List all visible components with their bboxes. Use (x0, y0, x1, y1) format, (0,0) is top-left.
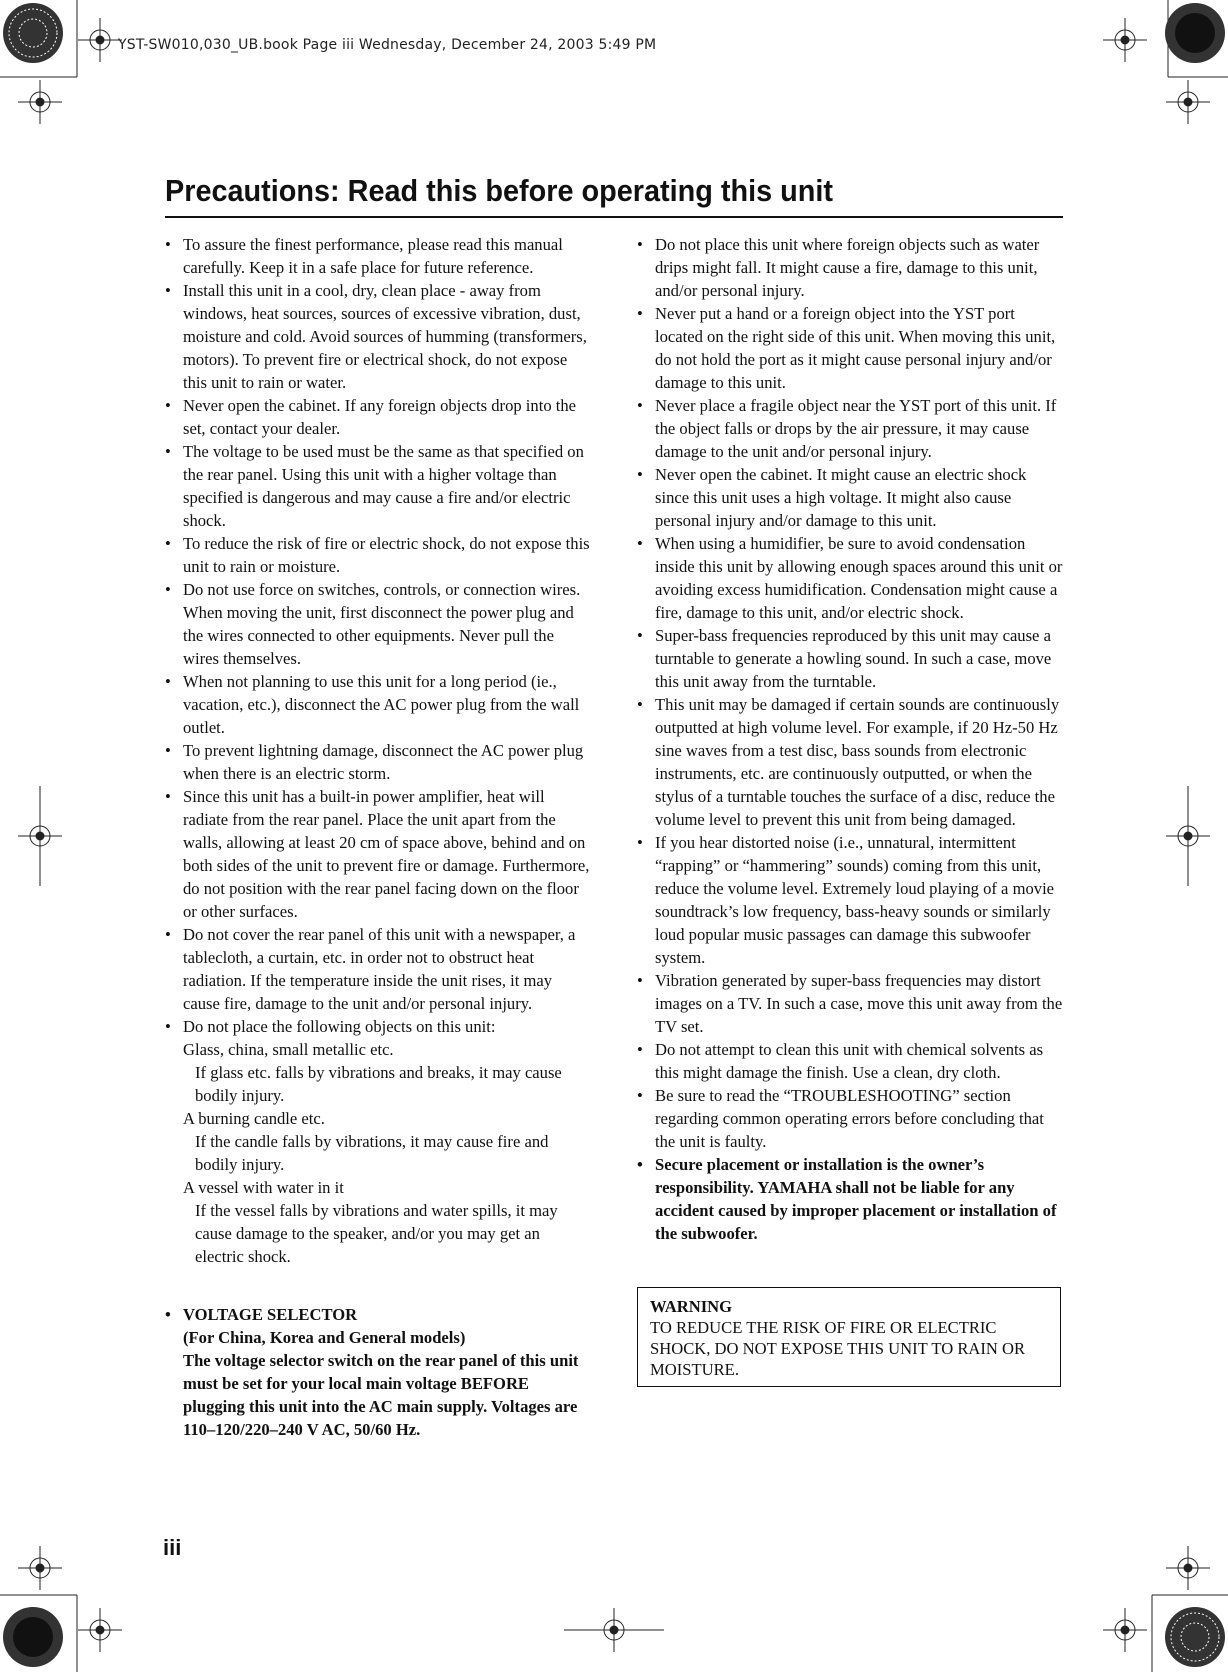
list-item: • Never open the cabinet. If any foreign objects drop into the set, contact your dealer. (165, 394, 590, 440)
object-description: If the candle falls by vibrations, it may cause fire and bodily injury. (195, 1132, 549, 1174)
warning-body: TO REDUCE THE RISK OF FIRE OR ELECTRIC SHOCK, DO NOT EXPOSE THIS UNIT TO RAIN OR MOISTURE. (650, 1318, 1026, 1379)
left-column (165, 233, 590, 1268)
warning-box (637, 1287, 1061, 1387)
title-rule (165, 216, 1063, 218)
voltage-selector-notice (165, 1303, 590, 1441)
list-item: • Since this unit has a built-in power amplifier, heat will radiate from the rear panel. Place the unit apart from the walls, allowing at least 20 cm of space above, behind and on both sides of the unit to prevent fire or damage. Furthermore, do not position with the rear panel facing down on the floor or other surfaces. (165, 785, 590, 923)
object-name: Glass, china, small metallic etc. (183, 1040, 394, 1059)
voltage-subheading: (For China, Korea and General models) (183, 1328, 466, 1347)
right-bullet-list (637, 233, 1063, 1245)
list-item: • Super-bass frequencies reproduced by this unit may cause a turntable to generate a howling sound. In such a case, move this unit away from the turntable. (637, 624, 1063, 693)
starburst-mark-tr (1165, 3, 1225, 63)
voltage-list (165, 1303, 590, 1441)
list-item: • Never place a fragile object near the YST port of this unit. If the object falls or drops by the air pressure, it may cause damage to the unit and/or personal injury. (637, 394, 1063, 463)
objects-intro: • Do not place the following objects on this unit: (183, 1017, 496, 1036)
object-name: A burning candle etc. (183, 1109, 325, 1128)
object-description: If the vessel falls by vibrations and water spills, it may cause damage to the speaker, and/or you may get an electric shock. (195, 1201, 558, 1266)
object-description: If glass etc. falls by vibrations and breaks, it may cause bodily injury. (195, 1063, 562, 1105)
object-name: A vessel with water in it (183, 1178, 344, 1197)
list-item: • The voltage to be used must be the same as that specified on the rear panel. Using this unit with a higher voltage than specified is dangerous and may cause a fire and/or electric shock. (165, 440, 590, 532)
left-bullet-list (165, 233, 590, 1268)
warning-title: WARNING (650, 1297, 733, 1316)
list-item: • When not planning to use this unit for a long period (ie., vacation, etc.), disconnect the AC power plug from the wall outlet. (165, 670, 590, 739)
right-column (637, 233, 1063, 1245)
list-item: • Be sure to read the “TROUBLESHOOTING” section regarding common operating errors before concluding that the unit is faulty. (637, 1084, 1063, 1153)
objects-list-item (165, 1015, 590, 1268)
page-number: iii (163, 1535, 182, 1560)
list-item: • Do not attempt to clean this unit with chemical solvents as this might damage the finish. Use a clean, dry cloth. (637, 1038, 1063, 1084)
starburst-mark-br (1165, 1607, 1225, 1667)
list-item: • Never open the cabinet. It might cause an electric shock since this unit uses a high voltage. It might also cause personal injury and/or damage to this unit. (637, 463, 1063, 532)
liability-notice: • Secure placement or installation is the owner’s responsibility. YAMAHA shall not be liable for any accident caused by improper placement or installation of the subwoofer. (637, 1153, 1063, 1245)
list-item: • When using a humidifier, be sure to avoid condensation inside this unit by allowing enough spaces around this unit or avoiding excess humidification. Condensation might cause a fire, damage to this unit, and/or electric shock. (637, 532, 1063, 624)
voltage-body: The voltage selector switch on the rear panel of this unit must be set for your local main voltage BEFORE plugging this unit into the AC main supply. Voltages are 110–120/220–240 V AC, 50/60 Hz. (183, 1351, 579, 1439)
list-item: • To prevent lightning damage, disconnect the AC power plug when there is an electric storm. (165, 739, 590, 785)
list-item: • Vibration generated by super-bass frequencies may distort images on a TV. In such a case, move this unit away from the TV set. (637, 969, 1063, 1038)
starburst-mark-tl (3, 3, 63, 63)
list-item: • To assure the finest performance, please read this manual carefully. Keep it in a safe place for future reference. (165, 233, 590, 279)
list-item: • Do not place this unit where foreign objects such as water drips might fall. It might cause a fire, damage to this unit, and/or personal injury. (637, 233, 1063, 302)
page-title: Precautions: Read this before operating this unit (165, 173, 833, 208)
list-item: • Do not use force on switches, controls, or connection wires. When moving the unit, first disconnect the power plug and the wires connected to other equipments. Never pull the wires themselves. (165, 578, 590, 670)
list-item: • Install this unit in a cool, dry, clean place - away from windows, heat sources, sources of excessive vibration, dust, moisture and cold. Avoid sources of humming (transformers, motors). To prevent fire or electrical shock, do not expose this unit to rain or water. (165, 279, 590, 394)
list-item: • Never put a hand or a foreign object into the YST port located on the right side of this unit. When moving this unit, do not hold the port as it might cause personal injury and/or damage to this unit. (637, 302, 1063, 394)
list-item: • This unit may be damaged if certain sounds are continuously outputted at high volume level. For example, if 20 Hz-50 Hz sine waves from a test disc, bass sounds from electronic instruments, etc. are continuously outputted, or when the stylus of a turntable touches the surface of a disc, reduce the volume level to prevent this unit from being damaged. (637, 693, 1063, 831)
voltage-list-item (165, 1303, 590, 1441)
voltage-heading: • VOLTAGE SELECTOR (183, 1305, 358, 1324)
print-header: YST-SW010,030_UB.book Page iii Wednesday, December 24, 2003 5:49 PM (118, 37, 657, 53)
list-item: • If you hear distorted noise (i.e., unnatural, intermittent “rapping” or “hammering” sounds) coming from this unit, reduce the volume level. Extremely loud playing of a movie soundtrack’s low frequency, bass-heavy sounds or similarly loud popular music passages can damage this subwoofer system. (637, 831, 1063, 969)
list-item: • To reduce the risk of fire or electric shock, do not expose this unit to rain or moisture. (165, 532, 590, 578)
list-item: • Do not cover the rear panel of this unit with a newspaper, a tablecloth, a curtain, etc. in order not to obstruct heat radiation. If the temperature inside the unit rises, it may cause fire, damage to the unit and/or personal injury. (165, 923, 590, 1015)
starburst-mark-bl (3, 1607, 63, 1667)
